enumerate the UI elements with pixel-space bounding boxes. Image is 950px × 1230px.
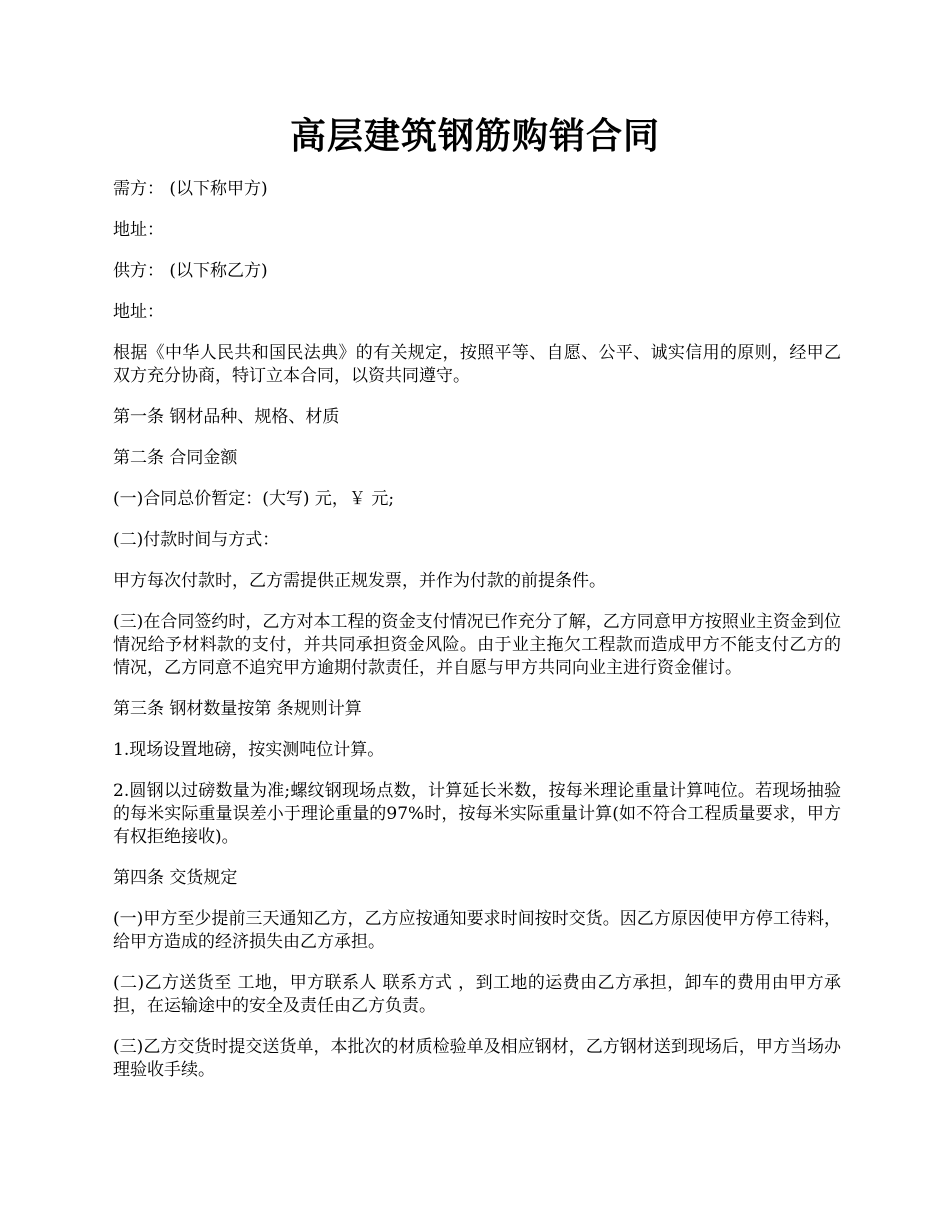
article-2-heading: 第二条 合同金额 xyxy=(113,448,238,468)
article-2-clause-2-detail: 甲方每次付款时，乙方需提供正规发票，并作为付款的前提条件。 xyxy=(113,571,606,591)
article-2-clause-3: (三)在合同签约时，乙方对本工程的资金支付情况已作充分了解，乙方同意甲方按照业主资金到位情况给予材料款的支付，并共同承担资金风险。由于业主拖欠工程款而造成甲方不能支付乙方的情况，乙方同意不追究甲方逾期付款责任，并自愿与甲方共同向业主进行资金催讨。 xyxy=(113,612,841,678)
article-1-heading: 第一条 钢材品种、规格、材质 xyxy=(113,407,340,427)
paragraph-buyer-address: 地址： xyxy=(113,220,164,240)
article-4-clause-2: (二)乙方送货至 工地，甲方联系人 联系方式 ，到工地的运费由乙方承担，卸车的费用由甲方承担，在运输途中的安全及责任由乙方负责。 xyxy=(113,973,841,1016)
paragraph-buyer: 需方： (以下称甲方) xyxy=(113,179,268,199)
paragraph-supplier: 供方： (以下称乙方) xyxy=(113,261,268,281)
paragraph-supplier-address: 地址： xyxy=(113,302,164,322)
article-4-heading: 第四条 交货规定 xyxy=(113,868,238,888)
document-body xyxy=(113,178,841,1100)
article-3-item-2: 2.圆钢以过磅数量为准;螺纹钢现场点数，计算延长米数，按每米理论重量计算吨位。若现场抽验的每米实际重量误差小于理论重量的97%时，按每米实际重量计算(如不符合工程质量要求，甲方有权拒绝接收)。 xyxy=(113,781,841,847)
article-3-item-1: 1.现场设置地磅，按实测吨位计算。 xyxy=(113,740,385,760)
article-3-heading: 第三条 钢材数量按第 条规则计算 xyxy=(113,699,362,719)
article-2-clause-1: (一)合同总价暂定：(大写) 元，￥ 元; xyxy=(113,489,395,509)
article-4-clause-3: (三)乙方交货时提交送货单，本批次的材质检验单及相应钢材，乙方钢材送到现场后，甲方当场办理验收手续。 xyxy=(113,1037,841,1080)
article-4-clause-1: (一)甲方至少提前三天通知乙方，乙方应按通知要求时间按时交货。因乙方原因使甲方停工待料，给甲方造成的经济损失由乙方承担。 xyxy=(113,909,841,952)
article-2-clause-2: (二)付款时间与方式： xyxy=(113,530,280,550)
document-title: 高层建筑钢筋购销合同 xyxy=(289,115,660,157)
paragraph-preamble: 根据《中华人民共和国民法典》的有关规定，按照平等、自愿、公平、诚实信用的原则，经甲乙双方充分协商，特订立本合同，以资共同遵守。 xyxy=(113,343,841,386)
